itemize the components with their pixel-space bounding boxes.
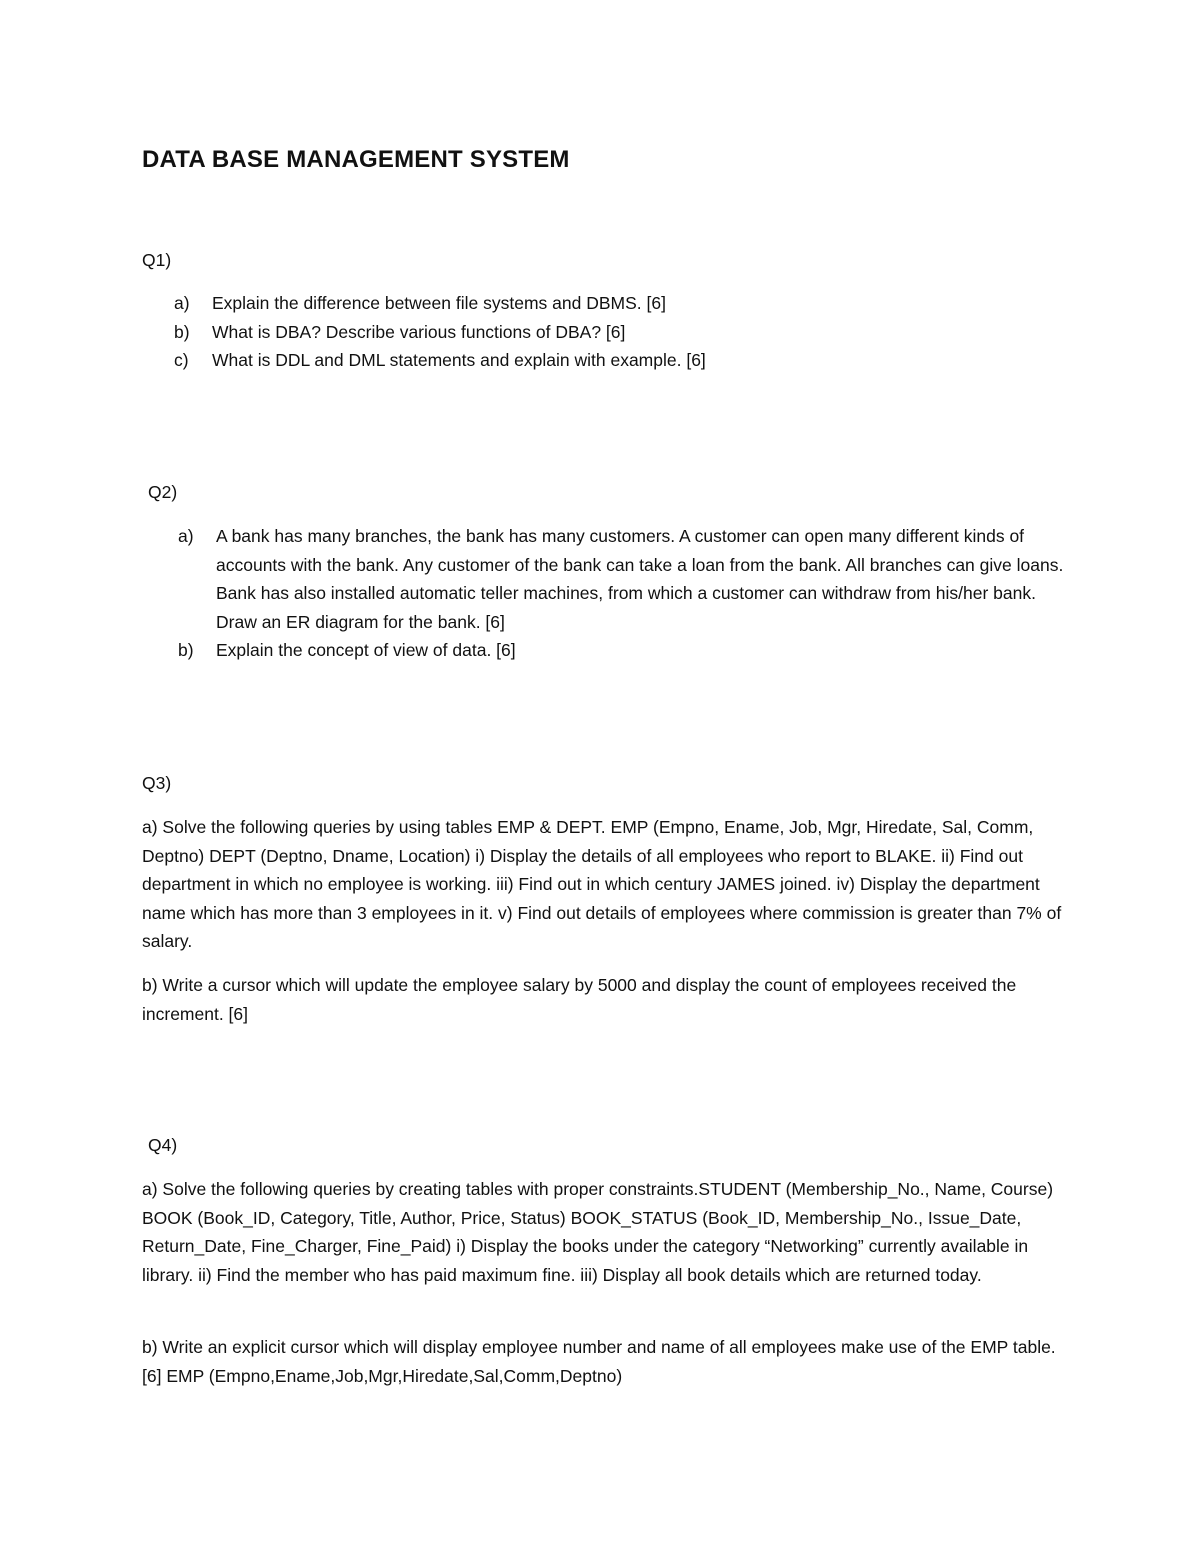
- q1-item-c: [174, 346, 1074, 375]
- q1-item-b-text: What is DBA? Describe various functions of DBA? [6]: [212, 321, 626, 342]
- q3-label: Q3): [142, 773, 172, 793]
- q1-item-b-marker: b): [174, 321, 190, 342]
- q1-item-a-marker: a): [174, 293, 190, 313]
- q2-item-b-text: Explain the concept of view of data. [6]: [216, 640, 516, 660]
- q4-part-a: a) Solve the following queries by creating tables with proper constraints.STUDENT (Membership_No., Name, Course) BOOK (Book_ID, Category, Title, Author, Price, Status) BOOK_STATUS (Book_ID, Membership_No., Issue_Date, Return_Date, Fine_Charger, Fine_Paid) i) Display the books under the category “Networking” currently available in library. ii) Find the member who has paid maximum fine. iii) Display all book details which are returned today.: [142, 1179, 1054, 1285]
- q2-item-b-marker: b): [178, 640, 194, 660]
- q2-list: [178, 522, 1078, 665]
- q1-label: Q1): [142, 250, 172, 270]
- q1-list: [174, 289, 1074, 375]
- q2-item-a-text: A bank has many branches, the bank has many customers. A customer can open many different kinds of accounts with the bank. Any customer of the bank can take a loan from the bank. All branches can give loans. Bank has also installed automatic teller machines, from which a customer can withdraw from his/her bank. Draw an ER diagram for the bank. [6]: [216, 526, 1064, 632]
- q3-part-b: b) Write a cursor which will update the employee salary by 5000 and display the count of employees received the increment. [6]: [142, 975, 1017, 1024]
- q1-item-a-text: Explain the difference between file systems and DBMS. [6]: [212, 293, 666, 313]
- q2-label: Q2): [148, 482, 178, 502]
- document-title: DATA BASE MANAGEMENT SYSTEM: [142, 146, 570, 173]
- q1-item-c-marker: c): [174, 350, 189, 370]
- q2-item-b: [178, 636, 1078, 665]
- q1-item-b: [174, 318, 1074, 347]
- q3-part-a: a) Solve the following queries by using tables EMP & DEPT. EMP (Empno, Ename, Job, Mgr, Hiredate, Sal, Comm, Deptno) DEPT (Deptno, Dname, Location) i) Display the details of all employees who report to BLAKE. ii) Find out department in which no employee is working. iii) Find out in which century JAMES joined. iv) Display the department name which has more than 3 employees in it. v) Find out details of employees where commission is greater than 7% of salary.: [142, 817, 1062, 951]
- q1-item-c-text: What is DDL and DML statements and explain with example. [6]: [212, 350, 706, 370]
- q4-part-b: b) Write an explicit cursor which will display employee number and name of all employees make use of the EMP table. [6] EMP (Empno,Ename,Job,Mgr,Hiredate,Sal,Comm,Deptno): [142, 1337, 1056, 1386]
- q2-item-a-marker: a): [178, 526, 194, 546]
- q2-item-a: [178, 522, 1078, 636]
- q4-label: Q4): [148, 1135, 178, 1155]
- q1-item-a: [174, 289, 1074, 318]
